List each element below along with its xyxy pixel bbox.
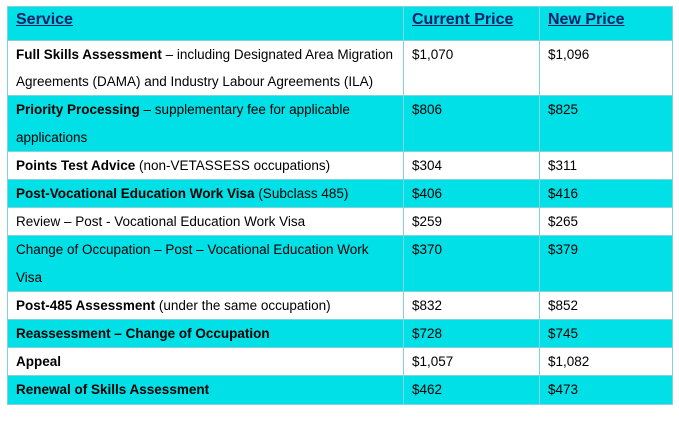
new-price-cell: $1,096 (540, 41, 673, 96)
service-cell: Post-Vocational Education Work Visa (Subclass 485) (8, 180, 404, 208)
current-price-cell: $370 (404, 236, 540, 291)
service-cell: Change of Occupation – Post – Vocational Education Work Visa (8, 236, 404, 291)
table-row (8, 236, 673, 291)
table-header-row (8, 7, 673, 41)
table-row (8, 320, 673, 348)
current-price-cell: $832 (404, 291, 540, 319)
table-row (8, 96, 673, 151)
service-cell: Reassessment – Change of Occupation (8, 320, 404, 348)
new-price-cell: $416 (540, 180, 673, 208)
current-price-cell: $806 (404, 96, 540, 151)
new-price-cell: $745 (540, 320, 673, 348)
new-price-cell: $473 (540, 376, 673, 404)
header-service: Service (8, 7, 404, 41)
service-cell: Review – Post - Vocational Education Work Visa (8, 208, 404, 236)
table-row (8, 151, 673, 179)
new-price-cell: $825 (540, 96, 673, 151)
table-row (8, 208, 673, 236)
service-cell: Points Test Advice (non-VETASSESS occupations) (8, 151, 404, 179)
new-price-cell: $379 (540, 236, 673, 291)
table-row (8, 41, 673, 96)
new-price-cell: $852 (540, 291, 673, 319)
new-price-cell: $1,082 (540, 348, 673, 376)
current-price-cell: $462 (404, 376, 540, 404)
current-price-cell: $1,057 (404, 348, 540, 376)
current-price-cell: $304 (404, 151, 540, 179)
header-new-price: New Price (540, 7, 673, 41)
current-price-cell: $1,070 (404, 41, 540, 96)
new-price-cell: $311 (540, 151, 673, 179)
service-cell: Post-485 Assessment (under the same occupation) (8, 291, 404, 319)
service-cell: Appeal (8, 348, 404, 376)
current-price-cell: $728 (404, 320, 540, 348)
current-price-cell: $259 (404, 208, 540, 236)
header-current-price: Current Price (404, 7, 540, 41)
new-price-cell: $265 (540, 208, 673, 236)
table-row (8, 291, 673, 319)
table-row (8, 376, 673, 404)
service-cell: Full Skills Assessment – including Designated Area Migration Agreements (DAMA) and Industry Labour Agreements (ILA) (8, 41, 404, 96)
service-cell: Priority Processing – supplementary fee for applicable applications (8, 96, 404, 151)
current-price-cell: $406 (404, 180, 540, 208)
table-row (8, 348, 673, 376)
service-cell: Renewal of Skills Assessment (8, 376, 404, 404)
fee-table (7, 6, 673, 405)
table-row (8, 180, 673, 208)
